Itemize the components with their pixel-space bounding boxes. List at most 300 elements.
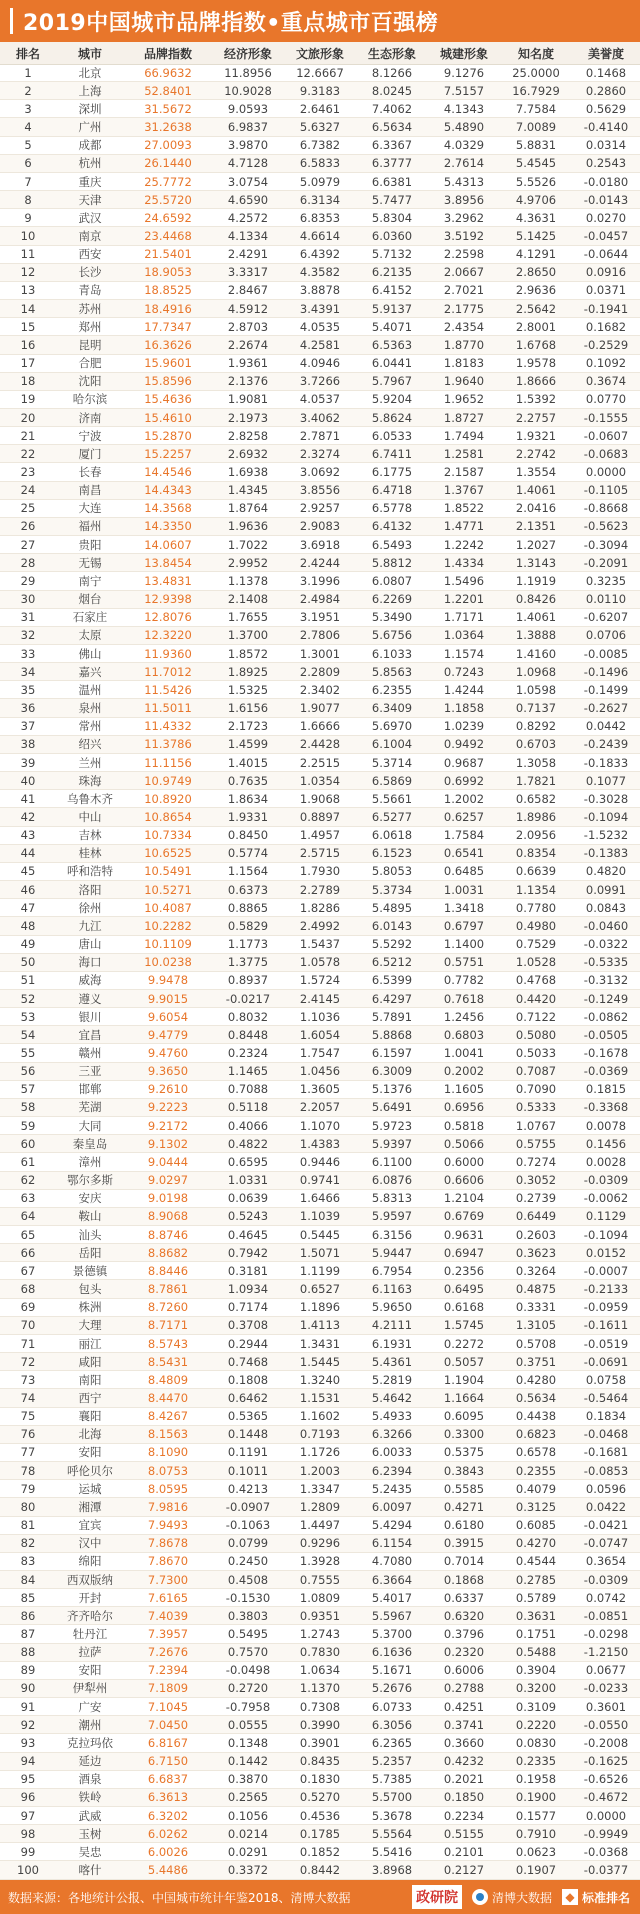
cell-culture-tourism: 0.6527 [299, 1282, 341, 1297]
cell-brand-index: 8.8746 [147, 1227, 189, 1242]
cell-culture-tourism: 1.3001 [299, 646, 341, 661]
cell-brand-index: 13.8454 [144, 555, 192, 570]
cell-brand-index: 8.7171 [147, 1318, 189, 1333]
cell-economy: 0.1191 [227, 1445, 269, 1460]
cell-rank: 8 [24, 192, 32, 207]
cell-reputation: -0.2091 [583, 555, 629, 570]
cell-ecology: 5.8313 [371, 1191, 413, 1206]
cell-reputation: -0.1105 [583, 483, 629, 498]
cell-brand-index: 15.4610 [144, 410, 192, 425]
cell-reputation: 0.0000 [585, 465, 627, 480]
cell-economy: 2.4291 [227, 247, 269, 262]
cell-ecology: 5.7477 [371, 192, 413, 207]
cell-rank: 69 [20, 1300, 36, 1315]
cell-brand-index: 9.4779 [147, 1027, 189, 1042]
cell-culture-tourism: 3.6918 [299, 537, 341, 552]
cell-brand-index: 7.6165 [147, 1590, 189, 1605]
cell-fame: 0.3052 [515, 1173, 557, 1188]
cell-city: 大连 [78, 501, 102, 516]
cell-economy: 0.2944 [227, 1336, 269, 1351]
table-row [0, 1153, 640, 1171]
cell-economy: 0.2720 [227, 1681, 269, 1696]
cell-rank: 100 [17, 1863, 39, 1878]
cell-fame: 0.7780 [515, 900, 557, 915]
cell-culture-tourism: 0.8442 [299, 1863, 341, 1878]
cell-fame: 0.2603 [515, 1227, 557, 1242]
table-row [0, 899, 640, 917]
cell-city: 中山 [78, 809, 102, 824]
cell-fame: 0.5333 [515, 1100, 557, 1115]
table-row [0, 790, 640, 808]
cell-fame: 1.9578 [515, 356, 557, 371]
cell-brand-index: 13.4831 [144, 573, 192, 588]
cell-ecology: 5.4361 [371, 1354, 413, 1369]
cell-culture-tourism: 3.8878 [299, 283, 341, 298]
cell-culture-tourism: 2.7806 [299, 628, 341, 643]
cell-fame: 0.4438 [515, 1409, 557, 1424]
cell-culture-tourism: 1.9077 [299, 701, 341, 716]
cell-reputation: -0.0468 [583, 1427, 629, 1442]
cell-ecology: 6.0033 [371, 1445, 413, 1460]
cell-reputation: 0.3235 [585, 573, 627, 588]
cell-urban-construction: 0.5155 [443, 1826, 485, 1841]
cell-ecology: 5.9650 [371, 1300, 413, 1315]
cell-brand-index: 8.7260 [147, 1300, 189, 1315]
cell-fame: 4.3631 [515, 210, 557, 225]
cell-fame: 1.0767 [515, 1118, 557, 1133]
cell-city: 九江 [78, 918, 102, 933]
cell-ecology: 5.7891 [371, 1009, 413, 1024]
cell-ecology: 5.2676 [371, 1681, 413, 1696]
cell-fame: 2.2742 [515, 446, 557, 461]
cell-rank: 18 [20, 374, 36, 389]
cell-urban-construction: 4.0329 [443, 138, 485, 153]
cell-fame: 0.7529 [515, 937, 557, 952]
cell-rank: 54 [20, 1027, 36, 1042]
cell-urban-construction: 1.4334 [443, 555, 485, 570]
cell-brand-index: 10.9749 [144, 773, 192, 788]
cell-economy: -0.1063 [225, 1518, 271, 1533]
cell-rank: 93 [20, 1735, 36, 1750]
cell-rank: 70 [20, 1318, 36, 1333]
table-row [0, 881, 640, 899]
cell-culture-tourism: 0.7193 [299, 1427, 341, 1442]
cell-economy: 1.8764 [227, 501, 269, 516]
cell-culture-tourism: 0.9446 [299, 1154, 341, 1169]
table-row [0, 990, 640, 1008]
cell-urban-construction: 0.6956 [443, 1100, 485, 1115]
cell-culture-tourism: 5.0979 [299, 174, 341, 189]
cell-fame: 5.1425 [515, 228, 557, 243]
cell-economy: 1.4599 [227, 737, 269, 752]
cell-city: 汕头 [78, 1227, 102, 1242]
table-row [0, 1861, 640, 1879]
table-row [0, 1226, 640, 1244]
cell-reputation: 0.0706 [585, 628, 627, 643]
cell-reputation: 0.5629 [585, 101, 627, 116]
cell-urban-construction: 1.9652 [443, 392, 485, 407]
cell-rank: 55 [20, 1046, 36, 1061]
cell-city: 南阳 [78, 1372, 102, 1387]
cell-urban-construction: 1.7494 [443, 428, 485, 443]
cell-urban-construction: 0.6541 [443, 846, 485, 861]
cell-culture-tourism: 4.0535 [299, 319, 341, 334]
cell-city: 太原 [78, 628, 102, 643]
cell-brand-index: 26.1440 [144, 156, 192, 171]
cell-brand-index: 10.6525 [144, 846, 192, 861]
cell-city: 绵阳 [78, 1554, 102, 1569]
cell-economy: 2.9952 [227, 555, 269, 570]
table-row [0, 863, 640, 881]
cell-rank: 65 [20, 1227, 36, 1242]
cell-reputation: -0.0505 [583, 1027, 629, 1042]
cell-rank: 53 [20, 1009, 36, 1024]
cell-reputation: 0.1468 [585, 65, 627, 80]
cell-economy: 2.1408 [227, 592, 269, 607]
cell-city: 潮州 [78, 1717, 102, 1732]
cell-ecology: 5.4071 [371, 319, 413, 334]
table-row [0, 1408, 640, 1426]
cell-culture-tourism: 3.4391 [299, 301, 341, 316]
cell-fame: 0.4768 [515, 973, 557, 988]
cell-fame: 0.1900 [515, 1790, 557, 1805]
cell-culture-tourism: 2.2789 [299, 882, 341, 897]
cell-city: 贵阳 [78, 537, 102, 552]
cell-ecology: 6.6381 [371, 174, 413, 189]
cell-urban-construction: 0.3660 [443, 1735, 485, 1750]
table-row [0, 209, 640, 227]
table-row [0, 1371, 640, 1389]
table-body [0, 64, 640, 1880]
cell-rank: 5 [24, 138, 32, 153]
cell-reputation: -0.1249 [583, 991, 629, 1006]
cell-reputation: 0.1682 [585, 319, 627, 334]
cell-rank: 40 [20, 773, 36, 788]
cell-fame: 1.6768 [515, 337, 557, 352]
cell-ecology: 5.3714 [371, 755, 413, 770]
cell-reputation: -0.0369 [583, 1064, 629, 1079]
table-row [0, 1244, 640, 1262]
cell-city: 济南 [78, 410, 102, 425]
cell-urban-construction: 1.1574 [443, 646, 485, 661]
cell-fame: 0.4270 [515, 1536, 557, 1551]
cell-urban-construction: 0.7782 [443, 973, 485, 988]
cell-ecology: 6.0807 [371, 573, 413, 588]
cell-rank: 16 [20, 337, 36, 352]
table-row [0, 718, 640, 736]
cell-economy: 0.4645 [227, 1227, 269, 1242]
biaozhun-logo-icon: ◆ [562, 1889, 578, 1905]
cell-reputation: 0.4820 [585, 864, 627, 879]
cell-brand-index: 7.1045 [147, 1699, 189, 1714]
cell-brand-index: 52.8401 [144, 83, 192, 98]
cell-ecology: 6.7954 [371, 1263, 413, 1278]
cell-urban-construction: 9.1276 [443, 65, 485, 80]
cell-fame: 0.6639 [515, 864, 557, 879]
cell-city: 厦门 [78, 446, 102, 461]
cell-urban-construction: 0.2234 [443, 1808, 485, 1823]
cell-ecology: 6.1931 [371, 1336, 413, 1351]
cell-urban-construction: 1.0031 [443, 882, 485, 897]
cell-economy: 2.8258 [227, 428, 269, 443]
cell-ecology: 5.6491 [371, 1100, 413, 1115]
cell-fame: 0.5634 [515, 1390, 557, 1405]
cell-rank: 79 [20, 1481, 36, 1496]
cell-rank: 86 [20, 1608, 36, 1623]
cell-reputation: 0.1834 [585, 1409, 627, 1424]
cell-ecology: 6.3664 [371, 1572, 413, 1587]
cell-urban-construction: 7.5157 [443, 83, 485, 98]
cell-fame: 0.5033 [515, 1046, 557, 1061]
cell-culture-tourism: 0.7555 [299, 1572, 341, 1587]
cell-reputation: 0.0742 [585, 1590, 627, 1605]
table-row [0, 445, 640, 463]
cell-brand-index: 14.0607 [144, 537, 192, 552]
cell-rank: 71 [20, 1336, 36, 1351]
cell-city: 襄阳 [78, 1409, 102, 1424]
cell-reputation: -0.4140 [583, 120, 629, 135]
table-row [0, 1480, 640, 1498]
cell-urban-construction: 1.2581 [443, 446, 485, 461]
cell-city: 桂林 [78, 846, 102, 861]
cell-ecology: 4.7080 [371, 1554, 413, 1569]
cell-urban-construction: 3.5192 [443, 228, 485, 243]
cell-economy: 1.9361 [227, 356, 269, 371]
cell-city: 包头 [78, 1282, 102, 1297]
cell-ecology: 5.8868 [371, 1027, 413, 1042]
cell-economy: 0.0799 [227, 1536, 269, 1551]
cell-economy: 0.7468 [227, 1354, 269, 1369]
cell-brand-index: 11.3786 [144, 737, 192, 752]
cell-fame: 0.5708 [515, 1336, 557, 1351]
cell-brand-index: 12.3220 [144, 628, 192, 643]
cell-fame: 0.8426 [515, 592, 557, 607]
cell-fame: 2.0416 [515, 501, 557, 516]
cell-rank: 24 [20, 483, 36, 498]
cell-ecology: 6.5493 [371, 537, 413, 552]
cell-urban-construction: 2.7614 [443, 156, 485, 171]
cell-city: 兰州 [78, 755, 102, 770]
cell-city: 鞍山 [78, 1209, 102, 1224]
qingbo-logo-icon [472, 1889, 488, 1905]
cell-brand-index: 10.7334 [144, 828, 192, 843]
cell-brand-index: 9.4760 [147, 1046, 189, 1061]
cell-culture-tourism: 2.2809 [299, 664, 341, 679]
title-bar [0, 0, 640, 42]
cell-reputation: 0.0000 [585, 1808, 627, 1823]
cell-fame: 1.3143 [515, 555, 557, 570]
col-header-urban-construction: 城建形象 [439, 46, 488, 61]
table-row [0, 1063, 640, 1081]
cell-urban-construction: 3.8956 [443, 192, 485, 207]
cell-reputation: 0.1815 [585, 1082, 627, 1097]
cell-economy: 0.3181 [227, 1263, 269, 1278]
cell-fame: 0.7274 [515, 1154, 557, 1169]
cell-brand-index: 14.3568 [144, 501, 192, 516]
cell-economy: 1.3775 [227, 955, 269, 970]
cell-fame: 0.7087 [515, 1064, 557, 1079]
cell-rank: 49 [20, 937, 36, 952]
table-row [0, 173, 640, 191]
cell-economy: 1.6938 [227, 465, 269, 480]
cell-city: 成都 [78, 138, 102, 153]
table-row [0, 1625, 640, 1643]
cell-ecology: 5.2819 [371, 1372, 413, 1387]
cell-rank: 26 [20, 519, 36, 534]
cell-ecology: 8.1266 [371, 65, 413, 80]
cell-brand-index: 66.9632 [144, 65, 192, 80]
cell-city: 呼和浩特 [67, 864, 113, 879]
cell-rank: 99 [20, 1844, 36, 1859]
cell-fame: 1.4160 [515, 646, 557, 661]
table-row [0, 954, 640, 972]
table-row [0, 1571, 640, 1589]
cell-brand-index: 9.0297 [147, 1173, 189, 1188]
table-row [0, 1389, 640, 1407]
cell-culture-tourism: 1.3347 [299, 1481, 341, 1496]
cell-economy: 2.8467 [227, 283, 269, 298]
cell-economy: 4.2572 [227, 210, 269, 225]
cell-brand-index: 6.6837 [147, 1772, 189, 1787]
cell-culture-tourism: 4.2581 [299, 337, 341, 352]
cell-urban-construction: 1.0239 [443, 719, 485, 734]
cell-urban-construction: 1.4771 [443, 519, 485, 534]
cell-culture-tourism: 6.4392 [299, 247, 341, 262]
cell-reputation: 0.2860 [585, 83, 627, 98]
cell-ecology: 6.1004 [371, 737, 413, 752]
cell-reputation: -0.5464 [583, 1390, 629, 1405]
cell-ecology: 5.9204 [371, 392, 413, 407]
cell-urban-construction: 0.6000 [443, 1154, 485, 1169]
table-row [0, 1843, 640, 1861]
cell-culture-tourism: 1.7930 [299, 864, 341, 879]
cell-ecology: 6.0360 [371, 228, 413, 243]
cell-city: 杭州 [78, 156, 102, 171]
cell-culture-tourism: 1.1036 [299, 1009, 341, 1024]
cell-fame: 16.7929 [512, 83, 560, 98]
cell-rank: 44 [20, 846, 36, 861]
cell-brand-index: 9.3650 [147, 1064, 189, 1079]
cell-rank: 3 [24, 101, 32, 116]
cell-rank: 78 [20, 1463, 36, 1478]
cell-rank: 21 [20, 428, 36, 443]
cell-economy: 0.2324 [227, 1046, 269, 1061]
cell-fame: 7.7584 [515, 101, 557, 116]
cell-city: 烟台 [78, 592, 102, 607]
cell-fame: 0.6823 [515, 1427, 557, 1442]
cell-city: 伊犁州 [72, 1681, 108, 1696]
cell-reputation: 0.1092 [585, 356, 627, 371]
cell-rank: 56 [20, 1064, 36, 1079]
cell-economy: 0.1011 [227, 1463, 269, 1478]
cell-culture-tourism: 3.7266 [299, 374, 341, 389]
cell-ecology: 5.5416 [371, 1844, 413, 1859]
cell-rank: 22 [20, 446, 36, 461]
cell-culture-tourism: 5.6327 [299, 120, 341, 135]
cell-fame: 0.0830 [515, 1735, 557, 1750]
cell-brand-index: 8.0595 [147, 1481, 189, 1496]
cell-fame: 0.6449 [515, 1209, 557, 1224]
cell-reputation: 0.0270 [585, 210, 627, 225]
cell-economy: 0.1348 [227, 1735, 269, 1750]
table-row [0, 609, 640, 627]
cell-city: 常州 [78, 719, 102, 734]
cell-fame: 0.5789 [515, 1590, 557, 1605]
cell-city: 吉林 [78, 828, 102, 843]
cell-urban-construction: 1.1400 [443, 937, 485, 952]
cell-rank: 34 [20, 664, 36, 679]
cell-urban-construction: 2.7021 [443, 283, 485, 298]
cell-rank: 35 [20, 682, 36, 697]
cell-rank: 10 [20, 228, 36, 243]
cell-ecology: 6.2135 [371, 265, 413, 280]
cell-ecology: 6.2269 [371, 592, 413, 607]
cell-fame: 1.4061 [515, 483, 557, 498]
cell-brand-index: 6.3613 [147, 1790, 189, 1805]
table-row [0, 681, 640, 699]
cell-reputation: -0.6207 [583, 610, 629, 625]
cell-reputation: -0.1094 [583, 809, 629, 824]
cell-reputation: -0.4672 [583, 1790, 629, 1805]
table-row [0, 1317, 640, 1335]
cell-fame: 0.3904 [515, 1663, 557, 1678]
cell-fame: 0.2220 [515, 1717, 557, 1732]
cell-brand-index: 31.2638 [144, 120, 192, 135]
cell-city: 牡丹江 [72, 1627, 108, 1642]
cell-rank: 20 [20, 410, 36, 425]
cell-fame: 1.9321 [515, 428, 557, 443]
cell-brand-index: 11.5011 [144, 701, 192, 716]
cell-economy: 1.4015 [227, 755, 269, 770]
cell-reputation: -0.2439 [583, 737, 629, 752]
cell-ecology: 6.1775 [371, 465, 413, 480]
cell-reputation: 0.0758 [585, 1372, 627, 1387]
cell-rank: 46 [20, 882, 36, 897]
cell-city: 宜宾 [78, 1518, 102, 1533]
cell-culture-tourism: 0.5445 [299, 1227, 341, 1242]
cell-ecology: 6.3009 [371, 1064, 413, 1079]
table-row [0, 972, 640, 990]
cell-brand-index: 11.5426 [144, 682, 192, 697]
cell-city: 泉州 [78, 701, 102, 716]
cell-ecology: 6.3156 [371, 1227, 413, 1242]
cell-ecology: 6.1597 [371, 1046, 413, 1061]
cell-city: 上海 [78, 83, 102, 98]
cell-rank: 98 [20, 1826, 36, 1841]
cell-city: 安阳 [78, 1445, 102, 1460]
table-row [0, 1698, 640, 1716]
cell-city: 洛阳 [78, 882, 102, 897]
cell-economy: 2.1723 [227, 719, 269, 734]
cell-urban-construction: 0.3741 [443, 1717, 485, 1732]
table-row [0, 427, 640, 445]
cell-reputation: -0.0298 [583, 1627, 629, 1642]
table-row [0, 227, 640, 245]
cell-economy: 1.7022 [227, 537, 269, 552]
cell-rank: 30 [20, 592, 36, 607]
cell-city: 宁波 [78, 428, 102, 443]
cell-reputation: 0.0916 [585, 265, 627, 280]
cell-ecology: 6.3266 [371, 1427, 413, 1442]
cell-ecology: 6.5212 [371, 955, 413, 970]
cell-reputation: -0.0851 [583, 1608, 629, 1623]
cell-rank: 36 [20, 701, 36, 716]
cell-culture-tourism: 1.5071 [299, 1245, 341, 1260]
cell-culture-tourism: 0.5270 [299, 1790, 341, 1805]
cell-ecology: 5.5292 [371, 937, 413, 952]
cell-reputation: -0.2008 [583, 1735, 629, 1750]
cell-reputation: -0.0691 [583, 1354, 629, 1369]
